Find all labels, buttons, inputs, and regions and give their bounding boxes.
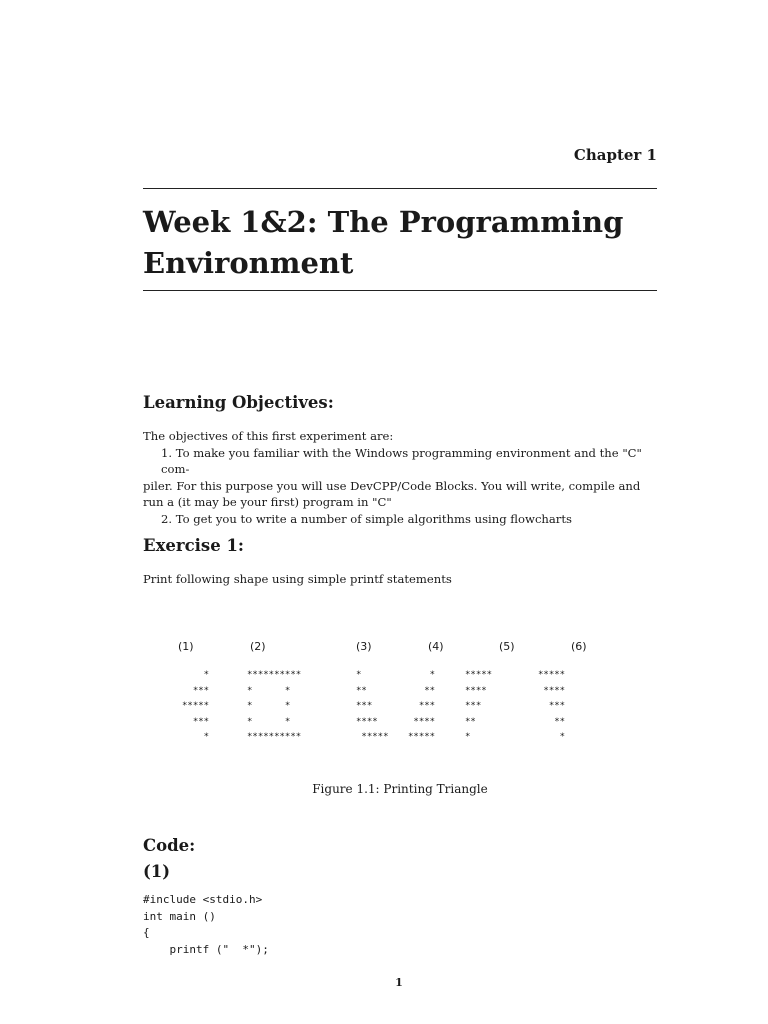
- page-title: Week 1&2: The Programming Environment: [143, 205, 624, 280]
- objective-item-2: 2. To get you to write a number of simple algorithms using flowcharts: [161, 511, 572, 526]
- page-number: 1: [395, 976, 403, 989]
- code-heading: Code:: [143, 836, 196, 855]
- title-rule-bottom: [143, 290, 657, 291]
- shape-6-label: (6): [571, 640, 587, 653]
- shape-4-label: (4): [428, 640, 444, 653]
- shape-5-label: (5): [499, 640, 515, 653]
- shape-3-art: * ** *** **** *****: [356, 670, 389, 742]
- shape-6-art: ***** **** *** ** *: [538, 670, 566, 742]
- learning-objectives-text: [143, 428, 657, 527]
- shape-2-label: (2): [250, 640, 266, 653]
- learning-objectives-heading: Learning Objectives:: [143, 393, 334, 412]
- shape-1-label: (1): [178, 640, 194, 653]
- chapter-label: Chapter 1: [573, 146, 657, 164]
- objective-item-1: 1. To make you familiar with the Windows programming environment and the "C" com-: [161, 445, 642, 476]
- code-block: #include <stdio.h> int main () { printf (" *");: [143, 893, 269, 956]
- title-rule-top: [143, 188, 657, 189]
- shape-3-label: (3): [356, 640, 372, 653]
- shape-5-art: ***** **** *** ** *: [465, 670, 493, 742]
- objective-item-1-continued: piler. For this purpose you will use DevCPP/Code Blocks. You will write, compile and run a (it may be your first) program in "C": [143, 478, 641, 509]
- shape-2-art: ********** * * * * * * **********: [247, 670, 302, 742]
- shape-1-art: * *** ***** *** *: [182, 670, 210, 742]
- exercise-text: Print following shape using simple printf statements: [143, 572, 452, 586]
- shape-4-art: * ** *** **** *****: [408, 670, 436, 742]
- code-subheading: (1): [143, 862, 171, 881]
- objectives-intro: The objectives of this first experiment are:: [143, 429, 394, 443]
- figure-caption: Figure 1.1: Printing Triangle: [312, 782, 488, 796]
- exercise-heading: Exercise 1:: [143, 536, 245, 555]
